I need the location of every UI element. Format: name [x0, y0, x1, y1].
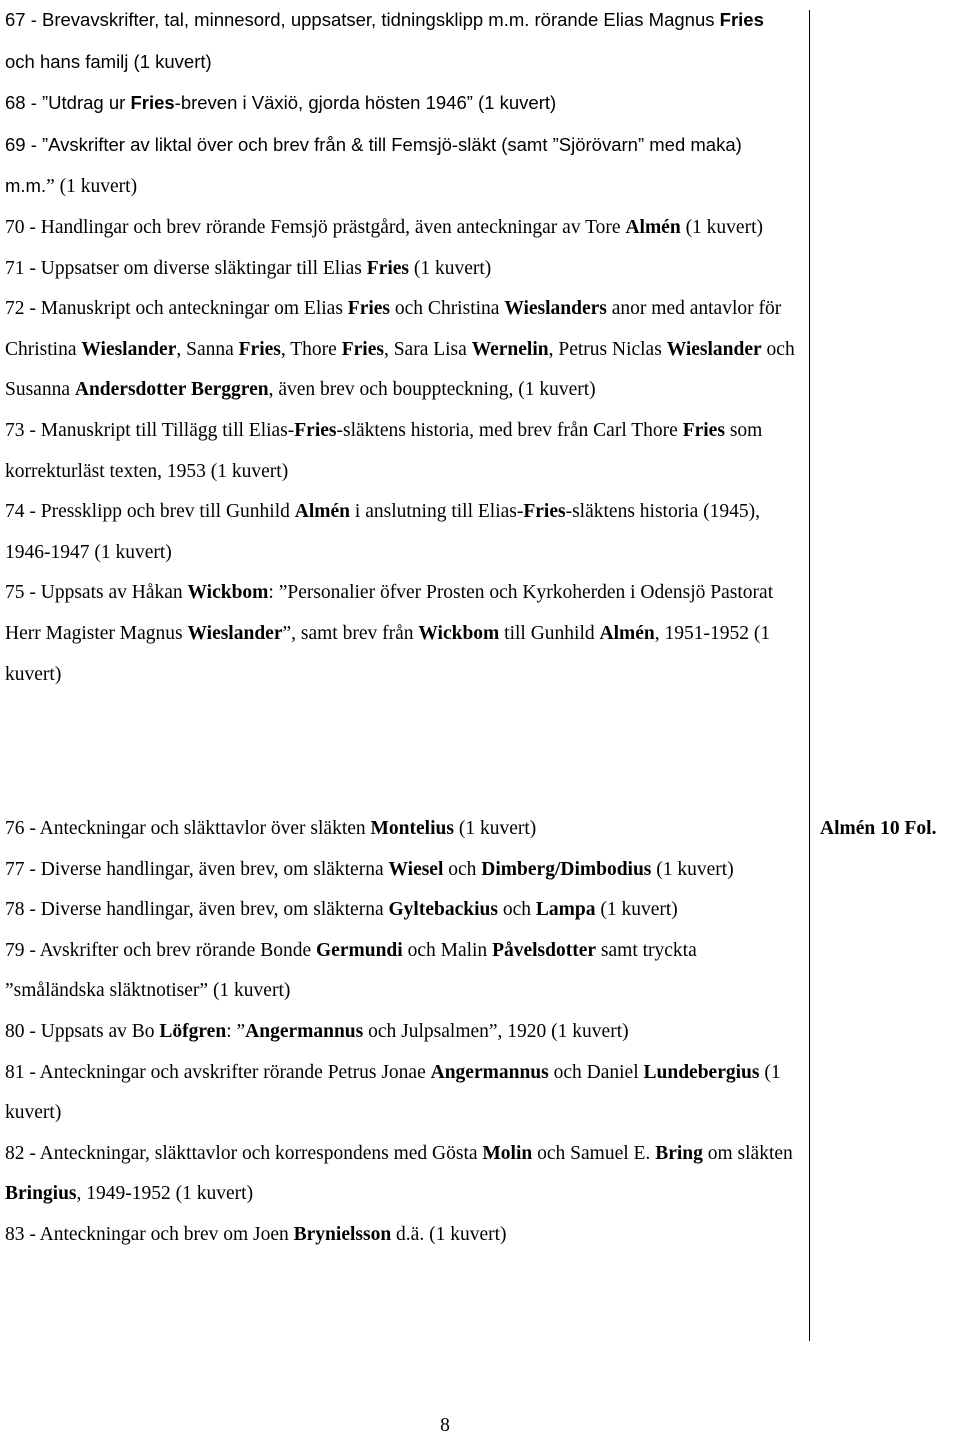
archive-entry-77: [5, 850, 795, 891]
entry-text: 73 - Manuskript till Tillägg till Elias-: [5, 419, 295, 441]
entry-name-bold: Germundi: [316, 939, 403, 961]
entry-text: och Christina: [390, 298, 505, 320]
entry-text: , Sanna: [176, 338, 239, 360]
entry-name-bold: Fries: [130, 92, 175, 114]
entry-text: och: [497, 899, 536, 921]
entry-text: samt tryckta ”småländska släktnotiser” (1 kuvert): [5, 939, 697, 1002]
entry-text: 75 - Uppsats av Håkan: [5, 582, 188, 604]
entry-name-bold: Wiesel: [388, 858, 444, 880]
entry-text: (1 kuvert): [651, 858, 734, 880]
page-number: 8: [440, 1415, 450, 1436]
entry-text: 81 - Anteckningar och avskrifter rörande Petrus Jonae: [5, 1061, 431, 1083]
entry-name-bold: Påvelsdotter: [492, 939, 597, 961]
entry-text: 70 - Handlingar och brev rörande Femsjö prästgård, även anteckningar av Tore: [5, 216, 626, 238]
entry-text: och Malin: [402, 939, 493, 961]
entry-text: : ”: [226, 1020, 246, 1042]
entries-section-top: [5, 0, 795, 695]
entry-text: i anslutning till Elias-: [350, 501, 524, 523]
entry-text: och hans familj (1 kuvert): [5, 50, 212, 72]
archive-entry-69: [5, 125, 795, 208]
entry-text: , Thore: [280, 338, 342, 360]
shelf-location-label: Almén 10 Fol.: [820, 818, 937, 839]
entry-text: 80 - Uppsats av Bo: [5, 1020, 160, 1042]
entry-text: som korrekturläst texten, 1953 (1 kuvert): [5, 419, 763, 482]
entry-text: till Gunhild: [499, 622, 600, 644]
entry-name-bold: Wieslander: [666, 338, 762, 360]
entry-name-bold: Fries: [341, 338, 384, 360]
entry-text: 72 - Manuskript och anteckningar om Elias: [5, 298, 348, 320]
archive-entry-83: [5, 1215, 795, 1256]
entries-section-bottom: [5, 809, 795, 1256]
entry-name-bold: Bring: [655, 1142, 703, 1164]
entry-text: ” (1 kuvert): [46, 176, 138, 198]
entry-name-bold: Fries: [719, 9, 764, 30]
entry-text: , 1951-1952 (1 kuvert): [5, 622, 771, 685]
entry-name-bold: Andersdotter Berggren: [74, 379, 269, 401]
entry-name-bold: Löfgren: [159, 1020, 227, 1042]
entry-text: 68 - ”Utdrag ur: [5, 92, 131, 114]
entry-name-bold: Wieslander: [81, 338, 177, 360]
entry-text: (1 kuvert): [595, 899, 678, 921]
archive-entry-82: [5, 1134, 795, 1215]
entry-name-bold: Fries: [682, 419, 725, 441]
archive-entry-74: [5, 492, 795, 573]
entry-text: och Daniel: [548, 1061, 644, 1083]
entry-text: och Susanna: [5, 338, 795, 401]
archive-entry-70: [5, 208, 795, 249]
archive-entry-67: [5, 0, 795, 83]
entry-name-bold: Fries: [523, 501, 566, 523]
archive-entry-71: [5, 249, 795, 290]
entry-text: (1 kuvert): [5, 1061, 781, 1124]
entry-text: 74 - Pressklipp och brev till Gunhild: [5, 501, 295, 523]
entry-name-bold: Wieslanders: [504, 298, 607, 320]
entry-text: och Julpsalmen”, 1920 (1 kuvert): [363, 1020, 629, 1042]
entry-name-bold: Angermannus: [245, 1020, 364, 1042]
entry-name-bold: Montelius: [370, 818, 454, 839]
entry-text: anor med antavlor för Christina: [5, 298, 782, 360]
entry-text: om släkten: [702, 1142, 793, 1164]
margin-divider-line: [809, 10, 810, 1341]
entry-name-bold: Dimberg/Dimbodius: [481, 858, 652, 880]
entry-name-bold: Fries: [366, 257, 409, 279]
entry-text: : ”Personalier öfver Prosten och Kyrkoherden i Odensjö Pastorat Herr Magister Magnus: [5, 582, 774, 644]
entry-text: 71 - Uppsatser om diverse släktingar till Elias: [5, 257, 367, 279]
entry-text: (1 kuvert): [409, 257, 492, 279]
archive-entry-75: [5, 573, 795, 695]
entry-text: , Petrus Niclas: [548, 338, 667, 360]
entry-name-bold: Fries: [347, 298, 391, 320]
entry-text: (1 kuvert): [453, 818, 537, 839]
entry-text: (1 kuvert): [680, 216, 763, 238]
entry-name-bold: Lampa: [535, 899, 596, 921]
entry-name-bold: Gyltebackius: [388, 899, 498, 921]
archive-entry-81: [5, 1053, 795, 1134]
entry-text: -släktens historia, med brev från Carl Thore: [336, 419, 683, 441]
entry-text: 77 - Diverse handlingar, även brev, om släkterna: [5, 858, 389, 880]
entry-text: 82 - Anteckningar, släkttavlor och korrespondens med Gösta: [5, 1142, 483, 1164]
archive-entry-78: [5, 890, 795, 931]
archive-entry-79: [5, 931, 795, 1012]
entry-name-bold: Molin: [482, 1142, 533, 1164]
entry-name-bold: Almén: [599, 622, 655, 644]
entry-text: 69 - ”Avskrifter av liktal över och brev från & till Femsjö-släkt (samt ”Sjörövarn” med maka) m.m.: [5, 133, 742, 197]
entry-text: 78 - Diverse handlingar, även brev, om släkterna: [5, 899, 389, 921]
archive-entry-68: [5, 83, 795, 125]
entry-text: 76 - Anteckningar och släkttavlor över släkten: [5, 818, 371, 839]
entry-name-bold: Brynielsson: [293, 1223, 392, 1245]
archive-entry-76: [5, 809, 795, 850]
entry-name-bold: Lundebergius: [643, 1061, 760, 1083]
entry-text: och Samuel E.: [532, 1142, 656, 1164]
entry-name-bold: Fries: [294, 419, 337, 441]
archive-entry-80: [5, 1012, 795, 1053]
entry-text: d.ä. (1 kuvert): [391, 1223, 507, 1245]
entry-name-bold: Wernelin: [471, 338, 549, 360]
entry-name-bold: Angermannus: [430, 1061, 549, 1083]
entry-text: 67 - Brevavskrifter, tal, minnesord, uppsatser, tidningsklipp m.m. rörande Elias Magnus: [5, 9, 720, 30]
entry-text: -släktens historia (1945), 1946-1947 (1 kuvert): [5, 501, 761, 563]
entry-text: , Sara Lisa: [383, 338, 472, 360]
entry-name-bold: Fries: [238, 338, 281, 360]
entry-name-bold: Almén: [294, 501, 351, 523]
entry-text: , 1949-1952 (1 kuvert): [76, 1183, 254, 1205]
entry-name-bold: Bringius: [5, 1183, 77, 1205]
entry-name-bold: Almén: [625, 216, 681, 238]
entry-name-bold: Wickbom: [418, 622, 500, 644]
entry-text: och: [443, 858, 482, 880]
archive-entry-73: [5, 411, 795, 492]
entry-text: , även brev och bouppteckning, (1 kuvert): [268, 379, 596, 401]
entry-name-bold: Wickbom: [187, 582, 269, 604]
entry-text: -breven i Växiö, gjorda hösten 1946” (1 kuvert): [174, 92, 557, 114]
archive-entry-72: [5, 289, 795, 411]
entry-text: 83 - Anteckningar och brev om Joen: [5, 1223, 294, 1245]
entry-text: ”, samt brev från: [282, 622, 419, 644]
entry-text: 79 - Avskrifter och brev rörande Bonde: [5, 939, 317, 961]
entry-name-bold: Wieslander: [187, 622, 283, 644]
